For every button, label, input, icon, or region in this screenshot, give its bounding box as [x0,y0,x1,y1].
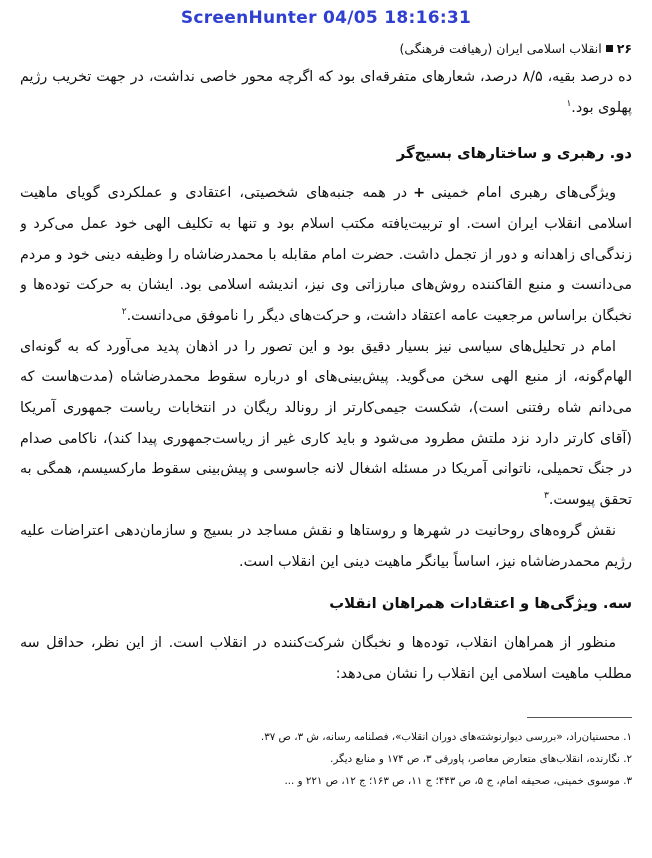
footnote-item: ۲. نگارنده، انقلاب‌های متعارض معاصر، پاورقی ۳، ص ۱۷۴ و منابع دیگر. [330,753,632,766]
book-page [20,38,632,858]
footnotes [20,726,632,792]
footnote-ref-3: ۳ [544,491,549,502]
paragraph-3-text: نقش گروه‌های روحانیت در شهرها و روستاها و نقش مساجد در بسیج و سازمان‌دهی اعتراضات علیه رژیم محمدرضاشاه نیز، اساساً بیانگر ماهیت دینی این انقلاب است. [20,522,632,570]
paragraph-1-text-a: ویژگی‌های رهبری امام خمینی [431,185,616,202]
paragraph-1 [20,178,632,332]
section-heading-2: دو. رهبری و ساختارهای بسیج‌گر [396,145,632,163]
footnote-ref-2: ۲ [121,306,127,317]
section-heading-3: سه. ویژگی‌ها و اعتقادات همراهان انقلاب [329,595,632,613]
paragraph-1-text-b: در همه جنبه‌های شخصیتی، اعتقادی و عملکردی گویای ماهیت اسلامی انقلاب ایران است. او تربیت‌یافته مکتب اسلام بود و تنها به تکلیف الهی خود عمل می‌کرد و زندگی‌ای زاهدانه و دور از تجمل داشت. حضرت امام مقابله با محمدرضاشاه را وظیفه دینی خود و مردم می‌دانست و منبع القاکننده روش‌های مبارزاتی وی نیز، اندیشه اسلامی بود. ایشان به حرکت توده‌ها و نخبگان براساس مرجعیت عامه اعتقاد داشت، و حرکت‌های دیگر را ناموفق می‌دانست. [20,185,632,324]
running-head-title: انقلاب اسلامی ایران (رهیافت فرهنگی) [399,41,602,56]
paragraph-0 [20,62,632,123]
paragraph-4 [20,628,632,689]
footnote-item: ۳. موسوی خمینی، صحیفه امام، ج ۵، ص ۴۴۳؛ ج ۱۱، ص ۱۶۳؛ ج ۱۲، ص ۲۲۱ و ... [284,775,632,788]
footnote-ref-1: ۱ [566,98,572,109]
footnote-item: ۱. محسنیان‌راد، «بررسی دیوارنوشته‌های دوران انقلاب»، فصلنامه رسانه، ش ۳، ص ۳۷. [260,731,632,744]
paragraph-2 [20,332,632,516]
paragraph-2-text: امام در تحلیل‌های سیاسی نیز بسیار دقیق بود و این تصور را در اذهان پدید می‌آورد که به گونه‌ای الهام‌گونه، از منبع الهی سخن می‌گوید. پیش‌بینی‌های او درباره سقوط محمدرضاشاه (مدت‌هاست که می‌دانم شاه رفتنی است)، شکست جیمی‌کارتر از رونالد ریگان در انتخابات ریاست جمهوری آمریکا (آقای کارتر دارد نزد ملتش مطرود می‌شود و باید کاری غیر از ریاست‌جمهوری پیدا کند)، ناکامی صدام در جنگ تحمیلی، ناتوانی آمریکا در مسئله اشغال لانه جاسوسی و پیش‌بینی سقوط مارکسیسم، همگی به تحقق پیوست. [20,338,632,509]
paragraph-3 [20,516,632,577]
screenhunter-watermark: ScreenHunter 04/05 18:16:31 [180,8,472,28]
paragraph-0-text: ده درصد بقیه، ۸/۵ درصد، شعارهای متفرقه‌ای بود که اگرچه محور خاصی نداشت، در جهت تخریب رژیم پهلوی بود. [20,69,632,116]
running-head [20,38,632,60]
paragraph-4-text: منظور از همراهان انقلاب، توده‌ها و نخبگان شرکت‌کننده در انقلاب است. از این نظر، حداقل سه مطلب ماهیت اسلامی این انقلاب را نشان می‌دهد: [20,634,632,682]
footnote-divider [527,717,632,718]
honorific-mark: + [413,185,426,202]
square-bullet-icon [606,45,613,52]
page-number: ۲۶ [616,41,632,56]
